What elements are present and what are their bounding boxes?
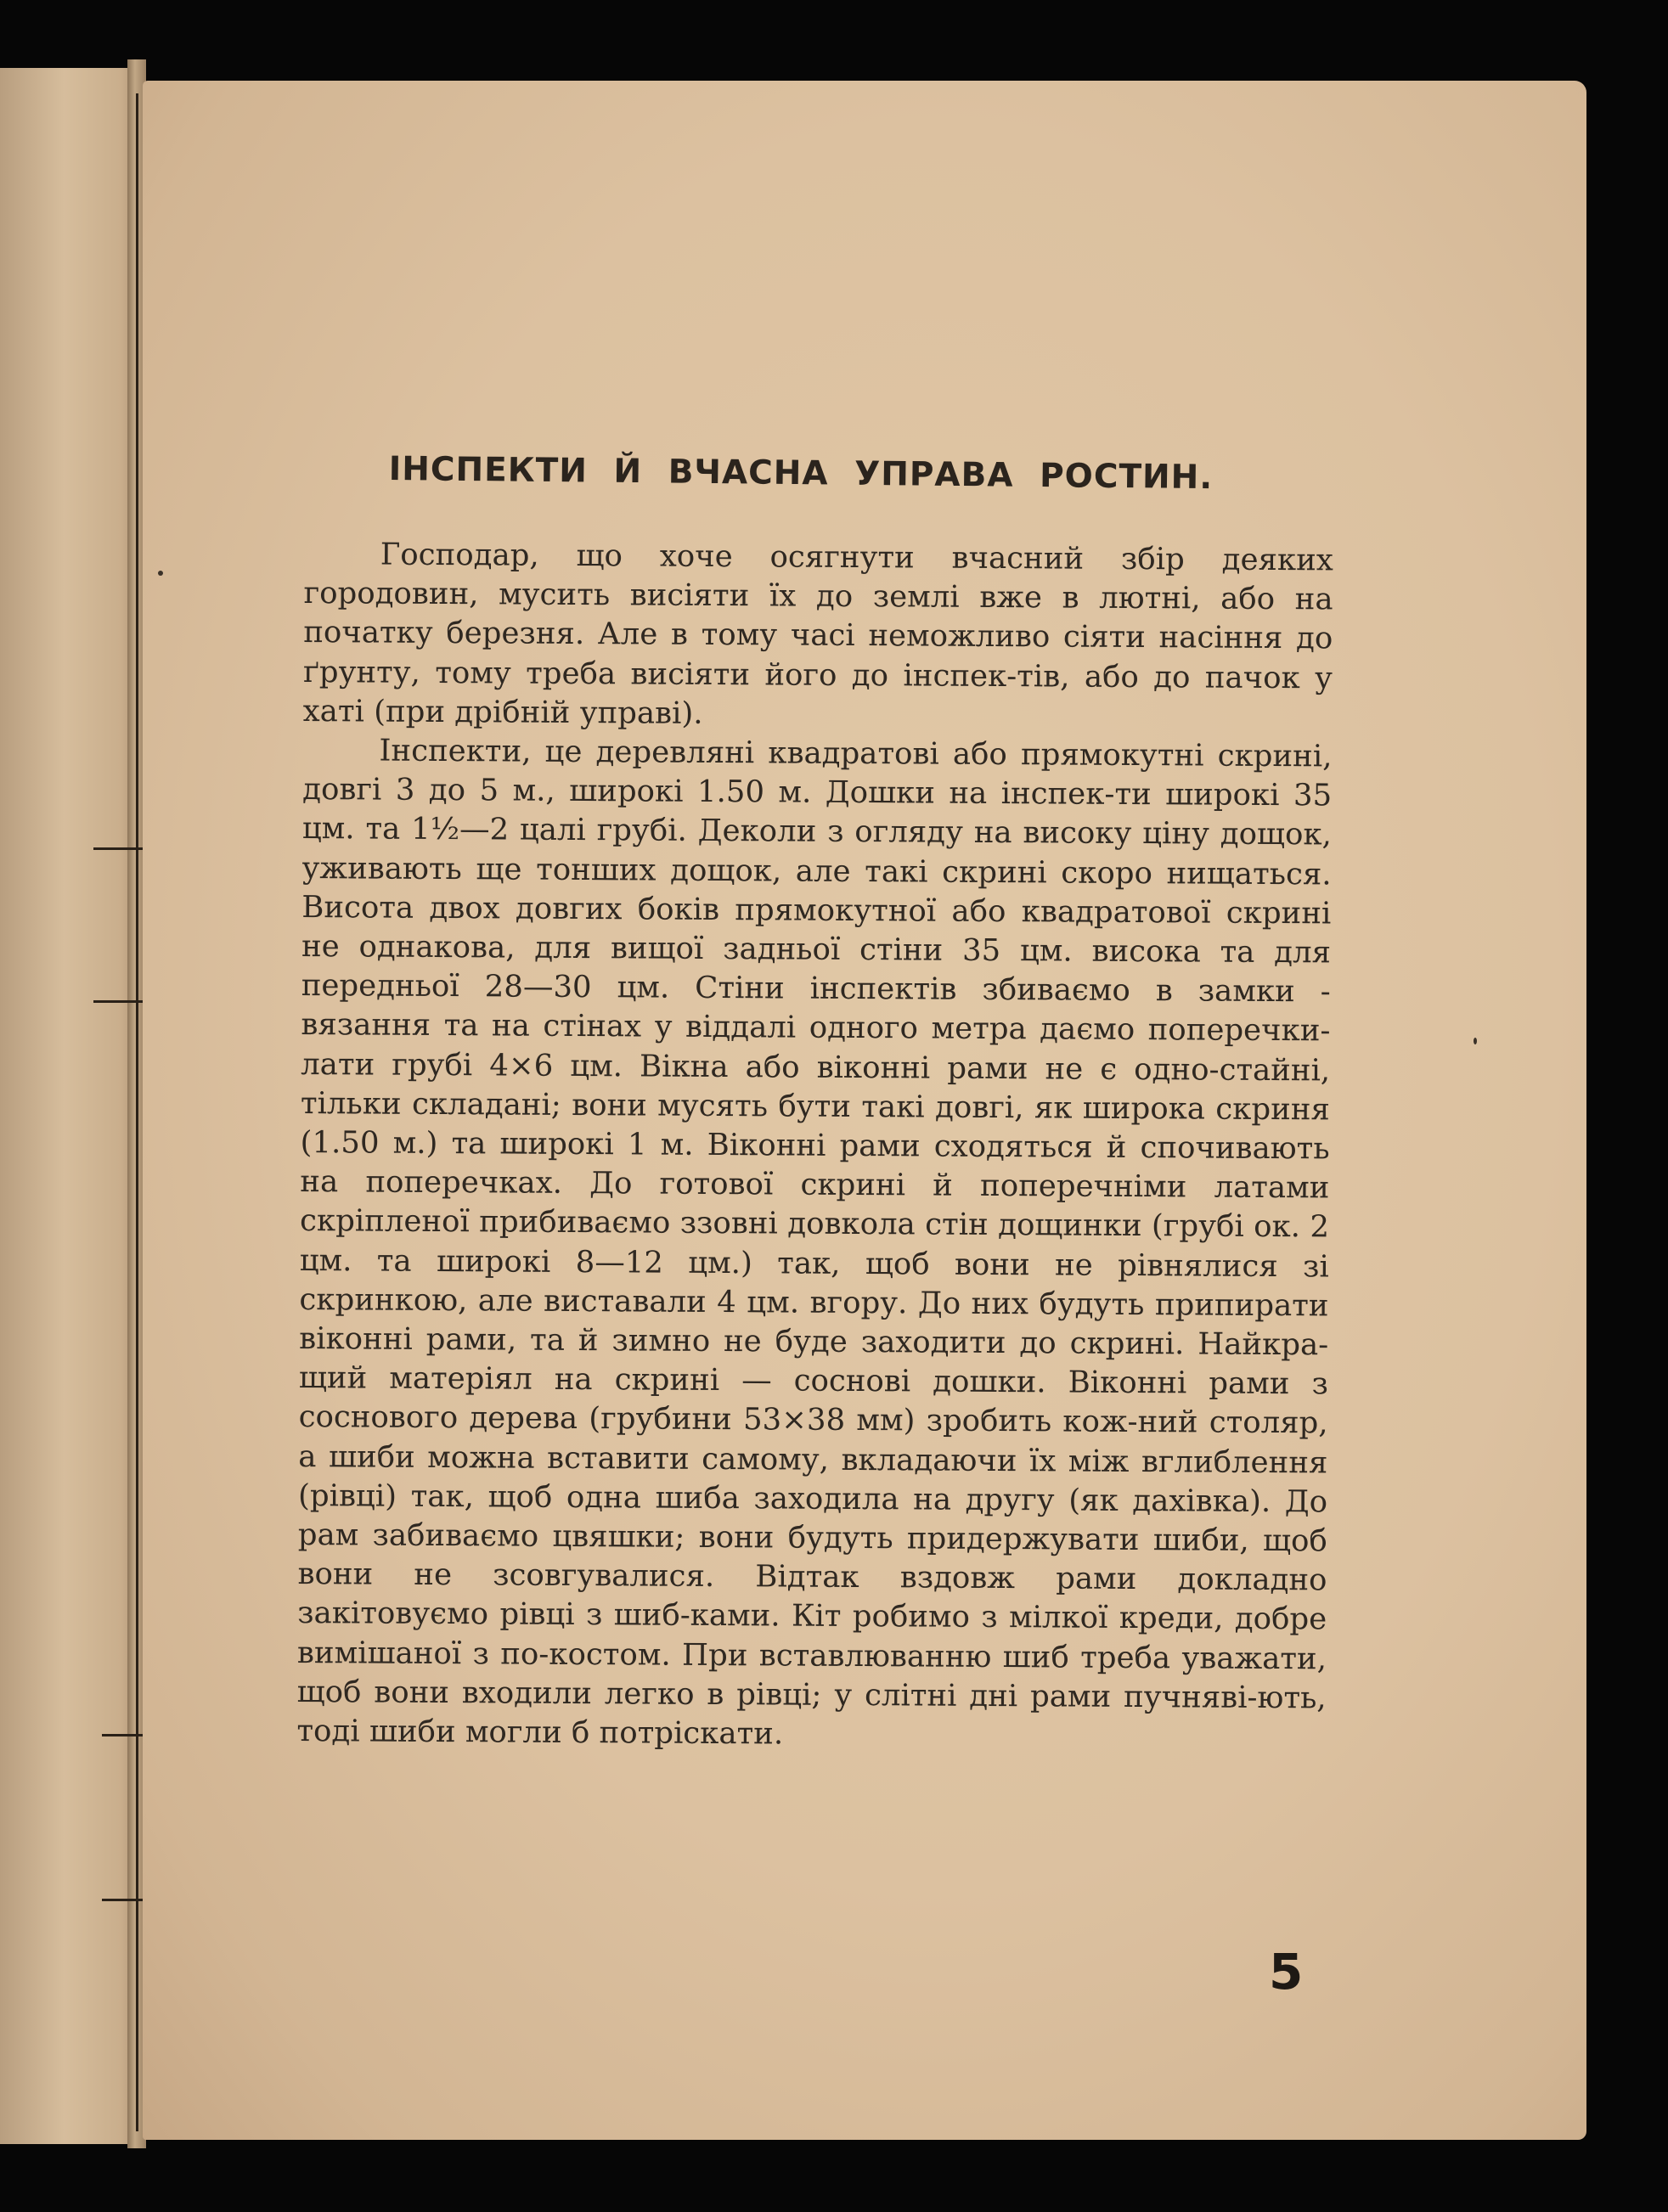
left-page-edge — [0, 68, 143, 2144]
page-number: 5 — [1269, 1943, 1304, 2001]
paragraph: Господар, що хоче осягнути вчасний збір деяких городовин, мусить висіяти їх до землі вже в лютні, або на початку березня. Але в тому часі неможливо сіяти насіння до ґрунту, тому треба висіяти його до інспек-тів, або до пачок у хаті (при дрібній управі). — [302, 537, 1333, 731]
paragraph: Інспекти, це деревляні квадратові або прямокутні скрині, довгі 3 до 5 м., широкі 1.50 м. Дошки на інспек-ти широкі 35 цм. та 1½—2 цалі грубі. Деколи з огляду на високу ціну дощок, уживають ще тонших дощок, але такі скрині скоро нищаться. Висота двох довгих боків прямокутної або квадратової скрині не однакова, для вищої задньої стіни 35 цм. висока та для передньої 28—30 цм. Стіни інспектів збиваємо в замки - вязання та на стінах у віддалі одного метра даємо поперечки-лати грубі 4×6 цм. Вікна або віконні рами не є одно-стайні, тільки складані; вони мусять бути такі довгі, як широка скриня (1.50 м.) та широкі 1 м. Віконні рами сходяться й спочивають на поперечках. До готової скрині й поперечніми латами скріпленої прибиваємо ззовні довкола стін дощинки (грубі ок. 2 цм. та широкі 8—12 цм.) так, щоб вони не рівнялися зі скринкою, але виставали 4 цм. вгору. До них будуть припирати віконні рами, та й зимно не буде заходити до скрині. Найкра-щий матеріял на скрині — соснові дошки. Віконні рами з соснового дерева (грубини 53×38 мм) зробить кож-ний столяр, а шиби можна вставити самому, вкладаючи їх між вглиблення (рівці) так, щоб одна шиба заходила на другу (як дахівка). До рам забиваємо цвяшки; вони будуть придержувати шиби, щоб вони не зсовгувалися. Відтак вздовж рами докладно закітовуємо рівці з шиб-ками. Кіт робимо з мілкої креди, добре вимішаної з по-костом. При вставлюванню шиб треба уважати, щоб вони входили легко в рівці; у слітні дні рами пучняві-ють, тоді шиби могли б потріскати. — [296, 733, 1333, 1752]
paper-speck — [1474, 1038, 1477, 1044]
article-body — [296, 535, 1333, 1758]
binding-thread — [136, 93, 138, 2131]
paper-speck — [158, 571, 163, 576]
page-title: ІНСПЕКТИ Й ВЧАСНА УПРАВА РОСТИН. — [388, 450, 1214, 498]
